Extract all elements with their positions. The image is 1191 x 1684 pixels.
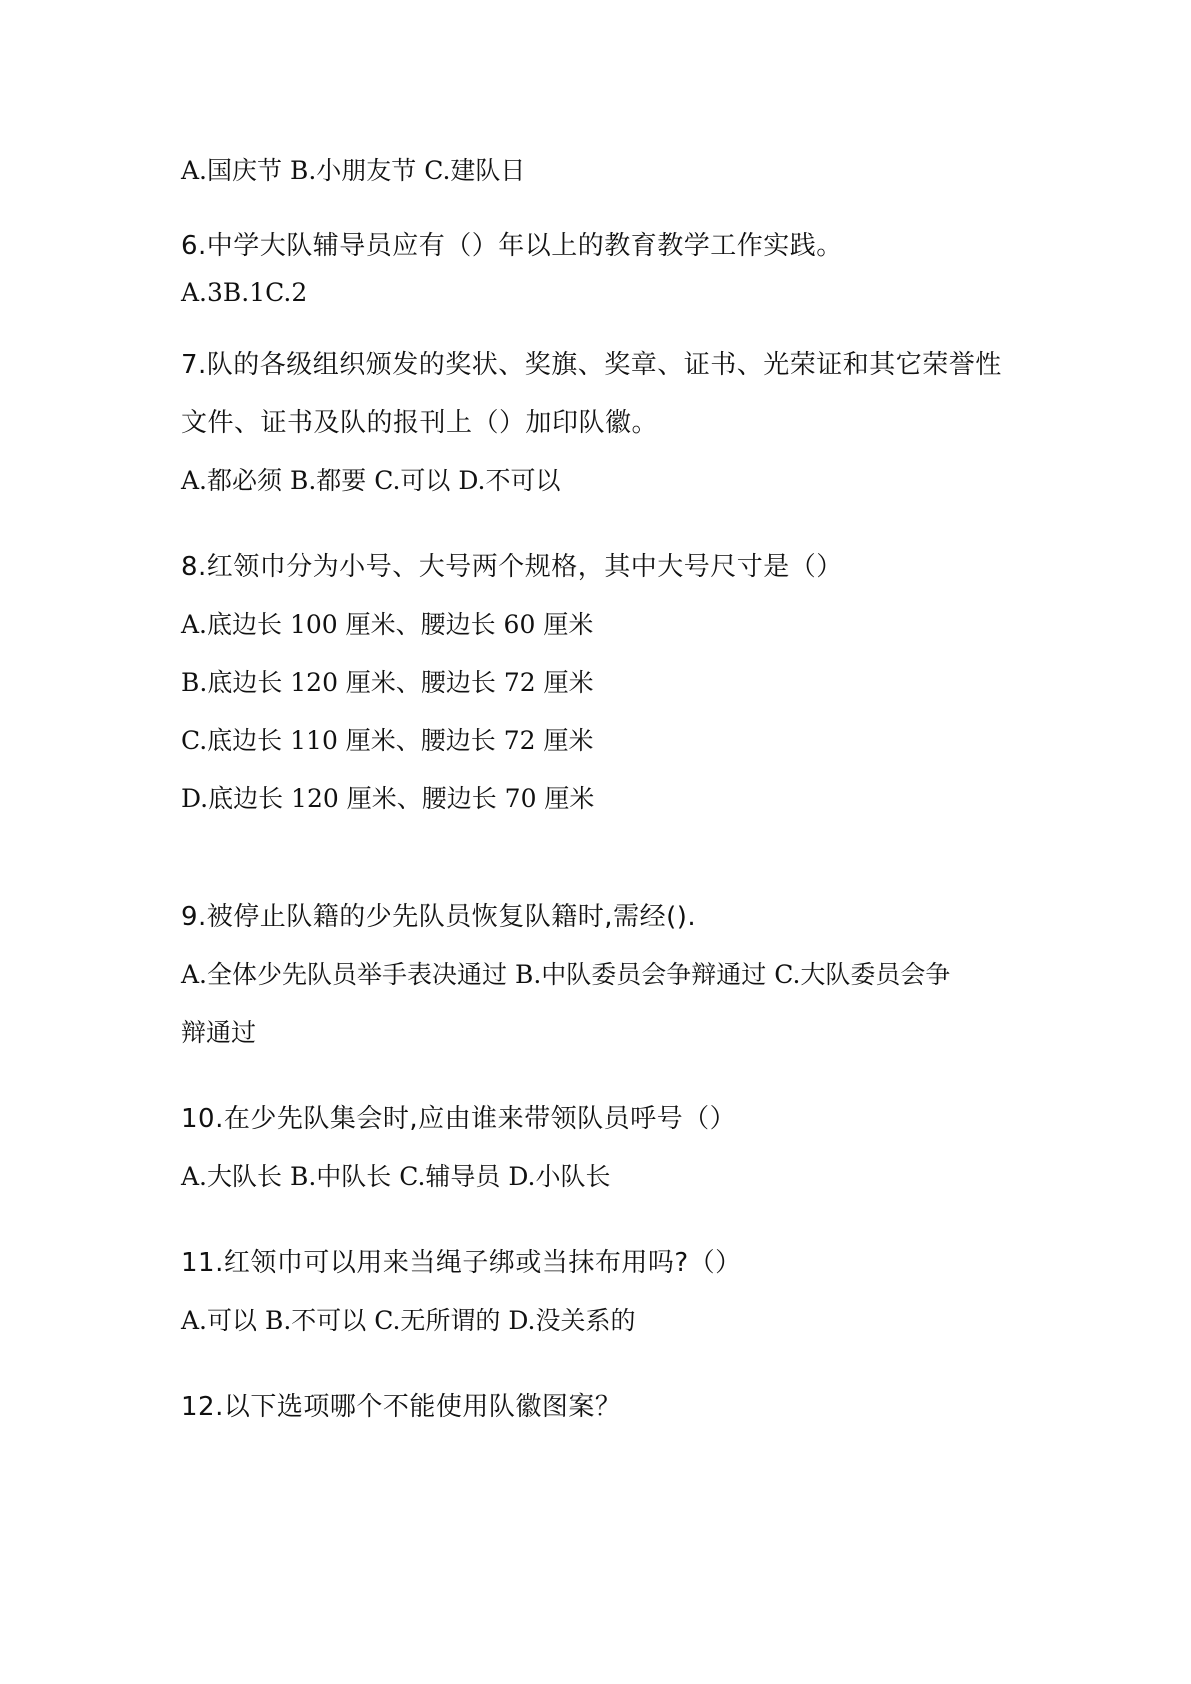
q8-option-a: A.底边长 100 厘米、腰边长 60 厘米 [181,610,594,639]
q7-question-line2: 文件、证书及队的报刊上（）加印队徽。 [181,408,659,438]
q6-question: 6.中学大队辅导员应有（）年以上的教育教学工作实践。 [181,231,843,261]
q11-options: A.可以 B.不可以 C.无所谓的 D.没关系的 [181,1306,636,1335]
q10-options: A.大队长 B.中队长 C.辅导员 D.小队长 [181,1162,611,1191]
q8-option-c: C.底边长 110 厘米、腰边长 72 厘米 [181,726,594,755]
q7-question-line1: 7.队的各级组织颁发的奖状、奖旗、奖章、证书、光荣证和其它荣誉性 [181,350,1002,380]
q11-question: 11.红领巾可以用来当绳子绑或当抹布用吗?（） [181,1248,742,1278]
q9-question: 9.被停止队籍的少先队员恢复队籍时,需经(). [181,902,697,932]
q8-question: 8.红领巾分为小号、大号两个规格，其中大号尺寸是（） [181,552,843,582]
q10-question: 10.在少先队集会时,应由谁来带领队员呼号（） [181,1104,737,1134]
q5-options: A.国庆节 B.小朋友节 C.建队日 [181,156,526,185]
q6-options: A.3B.1C.2 [181,278,308,307]
q8-option-d: D.底边长 120 厘米、腰边长 70 厘米 [181,784,595,813]
q8-option-b: B.底边长 120 厘米、腰边长 72 厘米 [181,668,594,697]
q7-options: A.都必须 B.都要 C.可以 D.不可以 [181,466,561,495]
q9-options-line1: A.全体少先队员举手表决通过 B.中队委员会争辩通过 C.大队委员会争 [181,960,951,989]
q12-question: 12.以下选项哪个不能使用队徽图案？ [181,1392,622,1422]
q9-options-line2: 辩通过 [181,1018,257,1047]
